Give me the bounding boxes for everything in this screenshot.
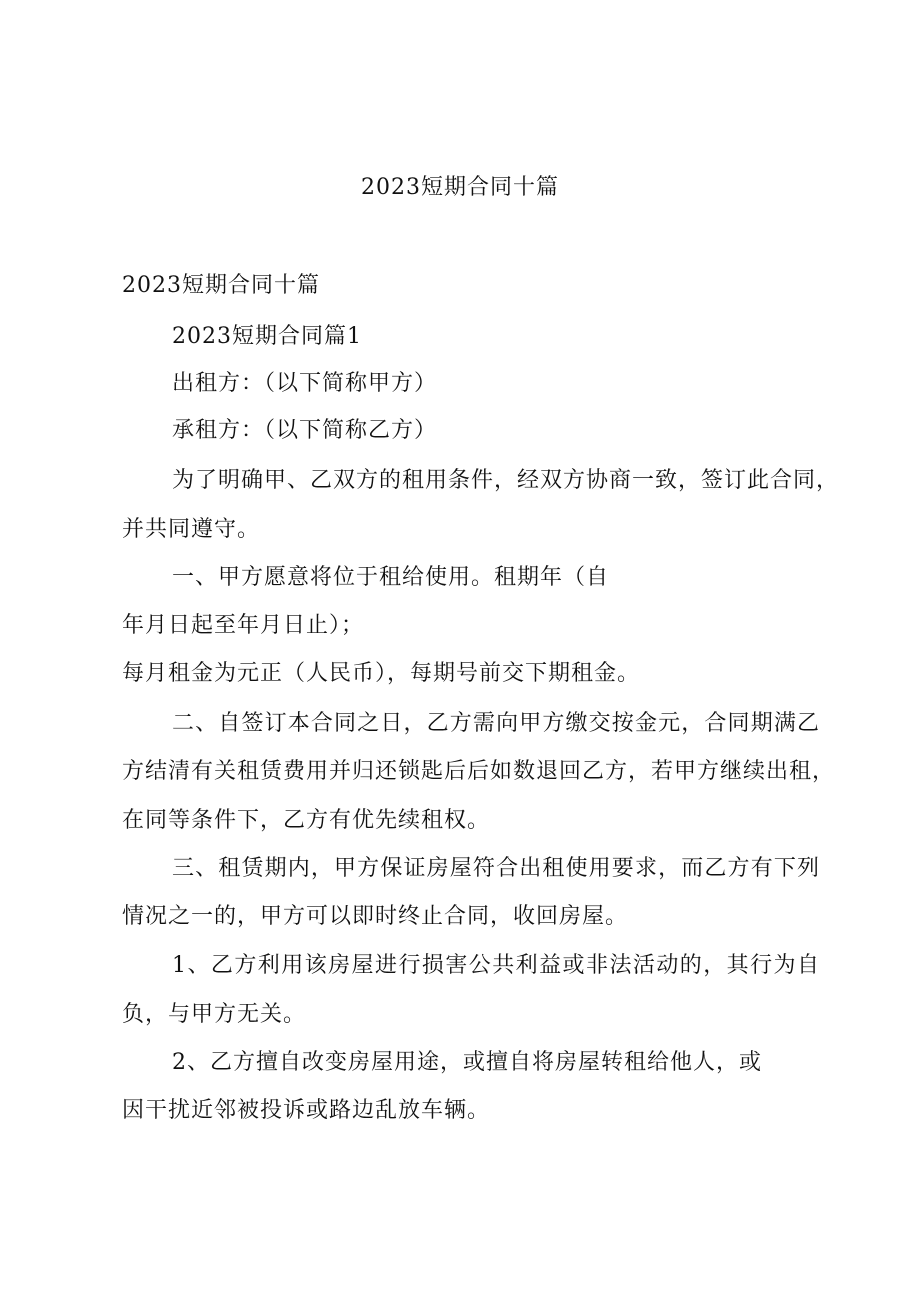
- section-heading: 2023短期合同十篇: [122, 273, 320, 298]
- paragraph-line: 一、甲方愿意将位于租给使用。租期年（自: [172, 565, 610, 590]
- paragraph-line: 并共同遵守。: [122, 517, 261, 542]
- paragraph-line: 情况之一的，甲方可以即时终止合同，收回房屋。: [122, 904, 629, 929]
- paragraph-line: 为了明确甲、乙双方的租用条件，经双方协商一致，签订此合同，: [172, 468, 840, 493]
- paragraph-line: 年月日起至年月日止）；: [122, 613, 365, 638]
- contract-heading: 2023短期合同篇1: [172, 324, 362, 349]
- document-title: 2023短期合同十篇: [361, 175, 559, 200]
- paragraph-line: 二、自签订本合同之日，乙方需向甲方缴交按金元，合同期满乙: [172, 711, 820, 736]
- paragraph-line: 三、租赁期内，甲方保证房屋符合出租使用要求，而乙方有下列: [172, 856, 820, 881]
- paragraph-line: 2、乙方擅自改变房屋用途，或擅自将房屋转租给他人，或: [172, 1050, 762, 1075]
- lessor-line: 出租方：（以下简称甲方）: [172, 371, 438, 396]
- paragraph-line: 因干扰近邻被投诉或路边乱放车辆。: [122, 1098, 491, 1123]
- paragraph-line: 方结清有关租赁费用并归还锁匙后后如数退回乙方，若甲方继续出租，: [122, 759, 836, 784]
- paragraph-line: 在同等条件下，乙方有优先续租权。: [122, 808, 491, 833]
- paragraph-line: 每月租金为元正（人民币），每期号前交下期租金。: [122, 661, 641, 686]
- paragraph-line: 负，与甲方无关。: [122, 1002, 307, 1027]
- lessee-line: 承租方：（以下简称乙方）: [172, 418, 438, 443]
- paragraph-line: 1、乙方利用该房屋进行损害公共利益或非法活动的，其行为自: [172, 953, 820, 978]
